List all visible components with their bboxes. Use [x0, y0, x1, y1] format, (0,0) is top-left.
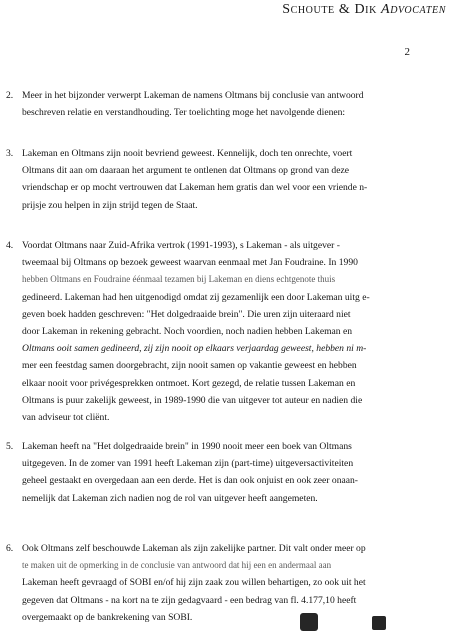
letterhead — [282, 2, 446, 18]
paragraph-6 — [6, 540, 440, 626]
page-number: 2 — [404, 46, 410, 58]
scan-artifact — [372, 616, 386, 630]
paragraph-number: 5. — [6, 441, 14, 452]
paragraph-number: 2. — [6, 90, 14, 101]
paragraph-3 — [6, 145, 440, 214]
paragraph-line: Meer in het bijzonder verwerpt Lakeman de namens Oltmans bij conclusie van antwoord — [22, 90, 364, 101]
paragraph-line: nemelijk dat Lakeman zich nadien nog de rol van uitgever heeft aangemeten. — [22, 492, 318, 504]
paragraph-number: 6. — [6, 543, 14, 554]
paragraph-line-text: geven boek hadden geschreven: "Het dolgedraaide brein". Die uren zijn uiteraard niet — [22, 308, 351, 320]
paragraph-line: overgemaakt op de bankrekening van SOBI. — [22, 611, 193, 623]
paragraph-2 — [6, 87, 440, 121]
letterhead-name-a: Schoute — [282, 2, 335, 17]
paragraph-line: Ook Oltmans zelf beschouwde Lakeman als zijn zakelijke partner. Dit valt onder meer op — [22, 543, 366, 554]
paragraph-line: te maken uit de opmerking in de conclusie van antwoord dat hij een en andermaal aan — [22, 560, 332, 571]
letterhead-name-b: Dik — [354, 2, 377, 17]
paragraph-line: prijsje zou helpen in zijn strijd tegen de Staat. — [22, 199, 198, 211]
paragraph-line: Lakeman heeft na "Het dolgedraaide brein" in 1990 nooit meer een boek van Oltmans — [22, 441, 352, 452]
paragraph-number: 4. — [6, 240, 14, 251]
paragraph-line: gegeven dat Oltmans - na kort na te zijn gedagvaard - een bedrag van fl. 4.177,10 heeft — [22, 594, 357, 606]
paragraph-line: tweemaal bij Oltmans op bezoek geweest waarvan eenmaal met Jan Foudraine. In 1990 — [22, 257, 358, 269]
paragraph-5 — [6, 438, 440, 507]
paragraph-line: Oltmans dit aan om daaraan het argument te ontlenen dat Oltmans op grond van deze — [22, 165, 349, 177]
paragraph-line: vriendschap er op mocht vertrouwen dat Lakeman hem gratis dan wel voor een vriende n- — [22, 182, 368, 194]
paragraph-line: van adviseur tot cliënt. — [22, 412, 110, 424]
paragraph-line: Lakeman heeft gevraagd of SOBI en/of hij zijn zaak zou willen behartigen, zo ook uit het — [22, 577, 366, 589]
letterhead-ampersand: & — [338, 2, 351, 17]
paragraph-line: beschreven relatie en verstandhouding. Ter toelichting moge het navolgende dienen: — [22, 107, 346, 119]
paragraph-line: Voordat Oltmans naar Zuid-Afrika vertrok (1991-1993), s Lakeman - als uitgever - — [22, 240, 340, 251]
paragraph-line: gedineerd. Lakeman had hen uitgenodigd omdat zij gezamenlijk een door Lakeman uitg e- — [22, 291, 370, 303]
paragraph-line: hebben Oltmans en Foudraine éénmaal tezamen bij Lakeman en diens echtgenote thuis — [22, 274, 336, 285]
scan-artifact — [300, 613, 318, 631]
paragraph-line: mer een feestdag samen doorgebracht, zijn nooit samen op vakantie geweest en hebben — [22, 360, 357, 372]
paragraph-line: Oltmans ooit samen gedineerd, zij zijn nooit op elkaars verjaardag geweest, hebben ni m- — [22, 343, 367, 355]
paragraph-line: geheel gestaakt en overgedaan aan een derde. Het is dan ook onjuist en ook zeer onaan- — [22, 475, 358, 487]
paragraph-line: Oltmans is puur zakelijk geweest, in 1989-1990 die van uitgever tot auteur en nadien die — [22, 394, 363, 406]
letterhead-name-c: Advocaten — [381, 2, 446, 17]
paragraph-line: elkaar nooit voor privégesprekken ontmoet. Kort gezegd, de relatie tussen Lakeman en — [22, 377, 356, 389]
paragraph-line: uitgegeven. In de zomer van 1991 heeft Lakeman zijn (part-time) uitgeversactiviteiten — [22, 458, 354, 470]
paragraph-line: Lakeman en Oltmans zijn nooit bevriend geweest. Kennelijk, doch ten onrechte, voert — [22, 148, 353, 159]
paragraph-4 — [6, 237, 440, 426]
paragraph-line — [6, 306, 440, 323]
paragraph-line: door Lakeman in rekening gebracht. Noch voordien, noch nadien hebben Lakeman en — [22, 326, 353, 338]
paragraph-number: 3. — [6, 148, 14, 159]
